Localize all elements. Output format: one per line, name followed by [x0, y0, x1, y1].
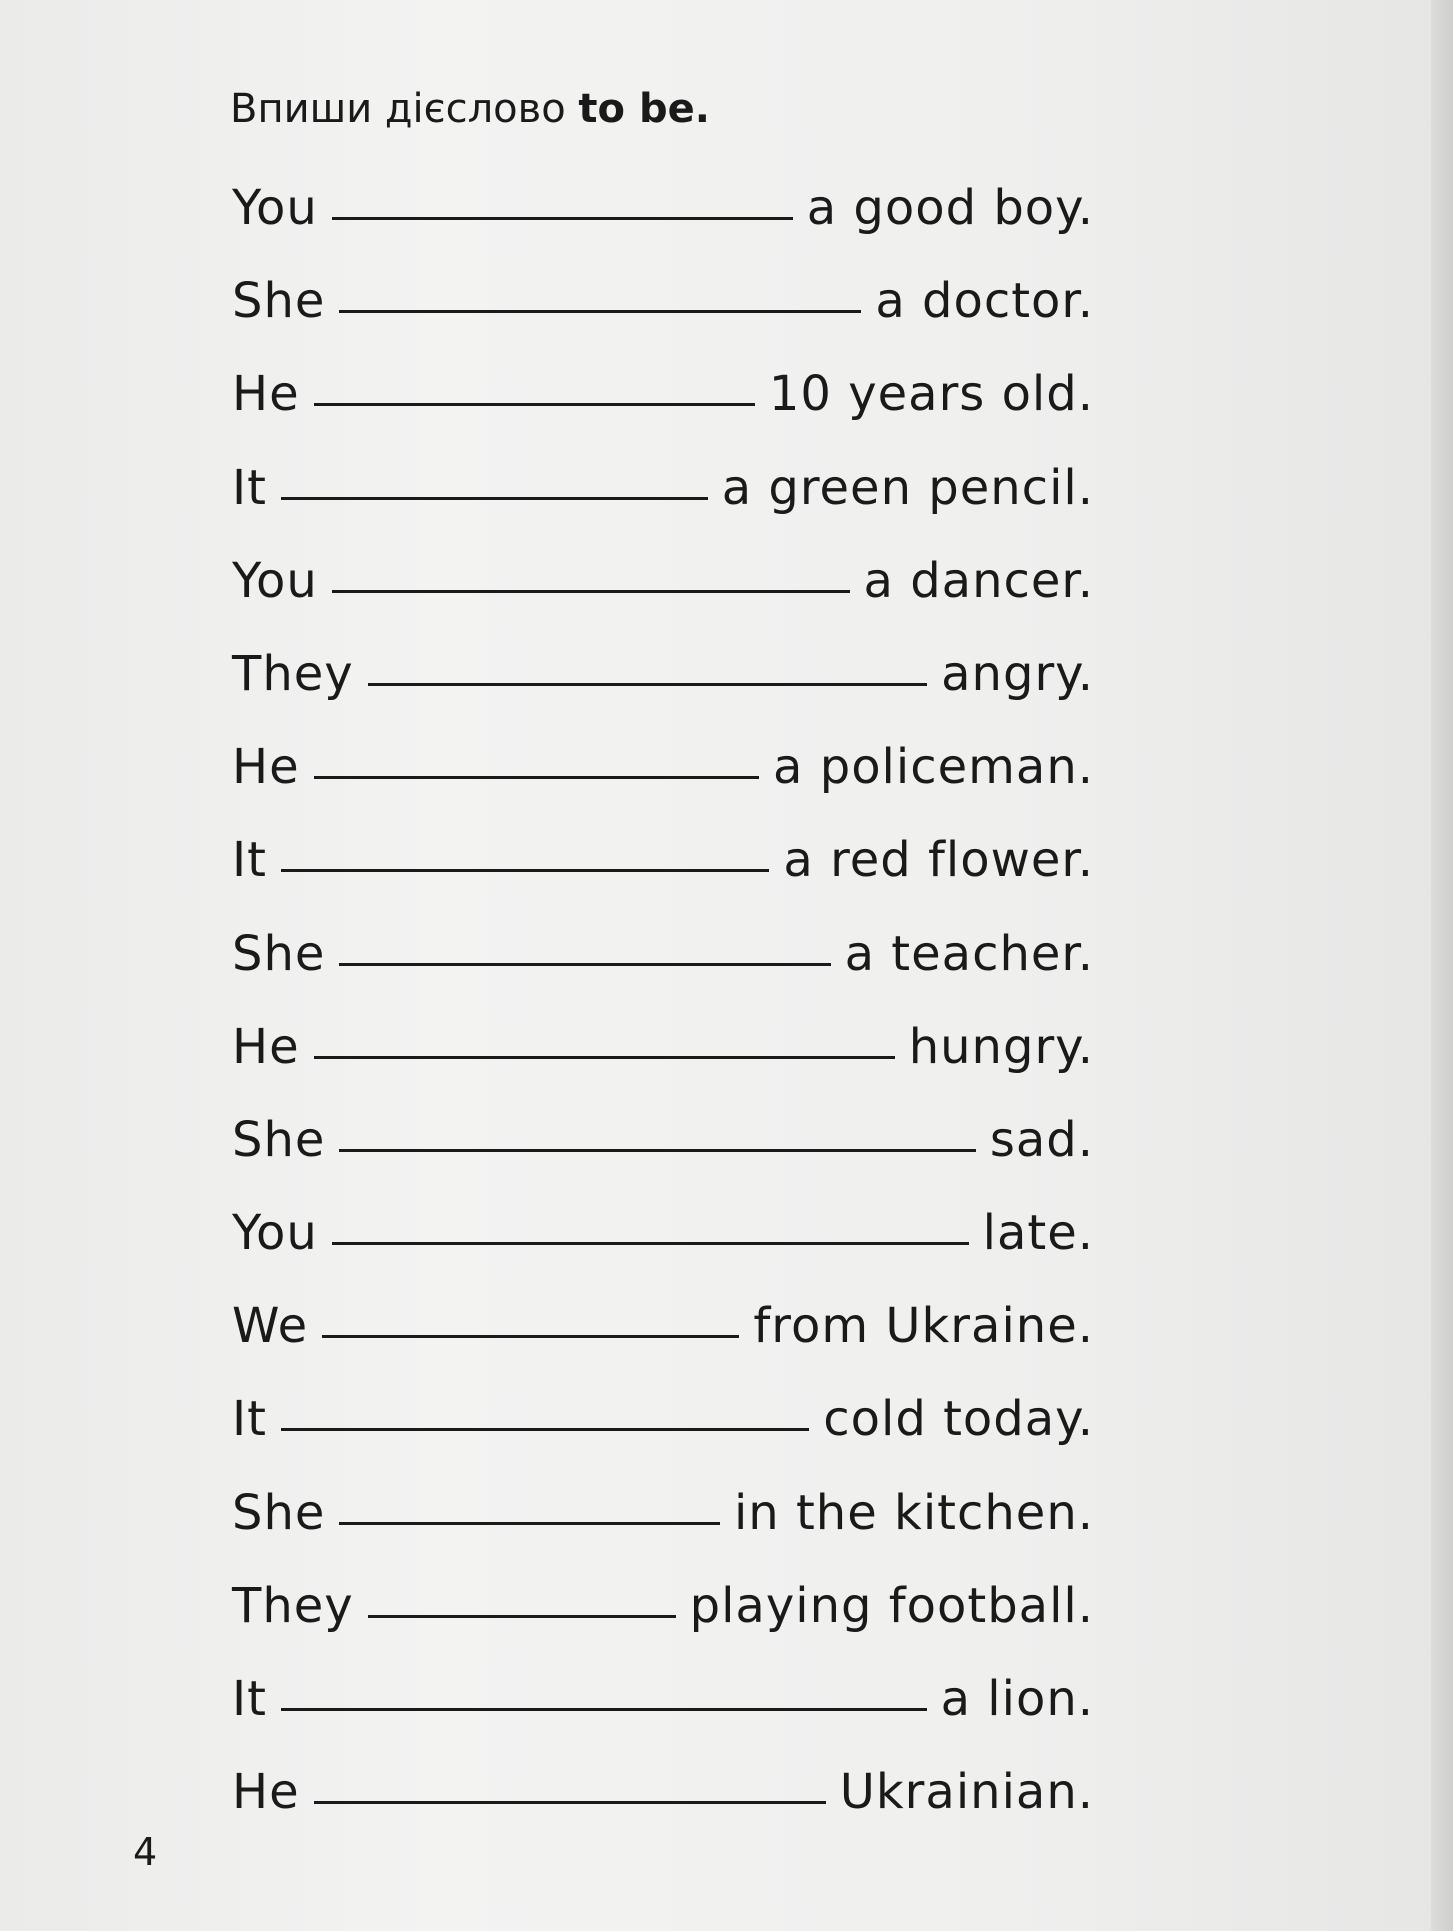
exercise-subject: It	[232, 459, 267, 516]
exercise-row	[232, 460, 1094, 553]
exercise-subject: It	[232, 1391, 267, 1448]
exercise-row	[232, 180, 1094, 273]
exercise-subject: She	[232, 1111, 326, 1168]
exercise-subject: They	[232, 1577, 354, 1634]
answer-blank	[332, 590, 850, 593]
exercise-predicate: angry.	[941, 645, 1094, 702]
answer-blank	[339, 1522, 720, 1525]
exercise-subject: It	[232, 832, 267, 889]
answer-blank	[332, 217, 793, 220]
exercise-predicate: cold today.	[823, 1391, 1094, 1448]
exercise-predicate: a dancer.	[863, 552, 1094, 609]
exercise-predicate: from Ukraine.	[753, 1298, 1094, 1355]
exercise-row	[232, 553, 1094, 646]
exercise-predicate: late.	[982, 1205, 1094, 1262]
exercise-predicate: a policeman.	[773, 739, 1094, 796]
instruction-heading	[230, 86, 710, 132]
exercise-row	[232, 273, 1094, 366]
answer-blank	[339, 1149, 975, 1152]
exercise-predicate: a good boy.	[806, 180, 1094, 236]
exercise-subject: You	[232, 1205, 318, 1262]
answer-blank	[281, 497, 708, 500]
exercise-row	[232, 832, 1094, 925]
exercise-subject: She	[232, 273, 326, 330]
exercise-subject: He	[232, 1764, 300, 1821]
exercise-subject: She	[232, 1484, 326, 1541]
answer-blank	[314, 1056, 895, 1059]
exercise-predicate: sad.	[989, 1111, 1094, 1168]
exercise-row	[232, 1298, 1094, 1391]
answer-blank	[281, 1708, 927, 1711]
exercise-row	[232, 366, 1094, 459]
answer-blank	[314, 403, 755, 406]
exercise-subject: You	[232, 180, 318, 236]
exercise-predicate: hungry.	[908, 1018, 1094, 1075]
exercise-predicate: Ukrainian.	[839, 1764, 1094, 1821]
exercise-subject: He	[232, 739, 300, 796]
exercise-row	[232, 1764, 1094, 1857]
page-edge	[1431, 0, 1453, 1931]
exercise-predicate: a green pencil.	[721, 459, 1094, 516]
exercise-row	[232, 1485, 1094, 1578]
exercise-subject: He	[232, 1018, 300, 1075]
answer-blank	[339, 310, 861, 313]
exercise-subject: You	[232, 552, 318, 609]
exercise-row	[232, 646, 1094, 739]
answer-blank	[322, 1335, 739, 1338]
exercise-subject: She	[232, 925, 326, 982]
exercise-row	[232, 1578, 1094, 1671]
exercise-predicate: a doctor.	[875, 273, 1094, 330]
answer-blank	[368, 683, 927, 686]
exercise-row	[232, 1019, 1094, 1112]
exercise-predicate: playing football.	[689, 1577, 1094, 1634]
exercise-row	[232, 1205, 1094, 1298]
exercise-subject: They	[232, 645, 354, 702]
exercise-list	[232, 180, 1094, 1857]
exercise-predicate: in the kitchen.	[733, 1484, 1094, 1541]
exercise-subject: It	[232, 1671, 267, 1727]
exercise-predicate: a red flower.	[783, 832, 1094, 889]
answer-blank	[281, 1428, 809, 1431]
exercise-row	[232, 1671, 1094, 1764]
answer-blank	[332, 1242, 969, 1245]
exercise-row	[232, 739, 1094, 832]
instruction-text: Впиши дієслово	[230, 86, 579, 132]
answer-blank	[368, 1615, 676, 1618]
exercise-predicate: a teacher.	[844, 925, 1094, 982]
exercise-row	[232, 926, 1094, 1019]
exercise-predicate: 10 years old.	[768, 366, 1094, 423]
page-number: 4	[133, 1830, 158, 1874]
answer-blank	[314, 776, 759, 779]
exercise-row	[232, 1112, 1094, 1205]
instruction-bold-text: to be.	[578, 86, 710, 132]
answer-blank	[281, 869, 769, 872]
exercise-subject: He	[232, 366, 300, 423]
answer-blank	[339, 963, 830, 966]
exercise-subject: We	[232, 1298, 309, 1355]
exercise-row	[232, 1391, 1094, 1484]
answer-blank	[314, 1801, 826, 1804]
exercise-predicate: a lion.	[940, 1671, 1094, 1727]
